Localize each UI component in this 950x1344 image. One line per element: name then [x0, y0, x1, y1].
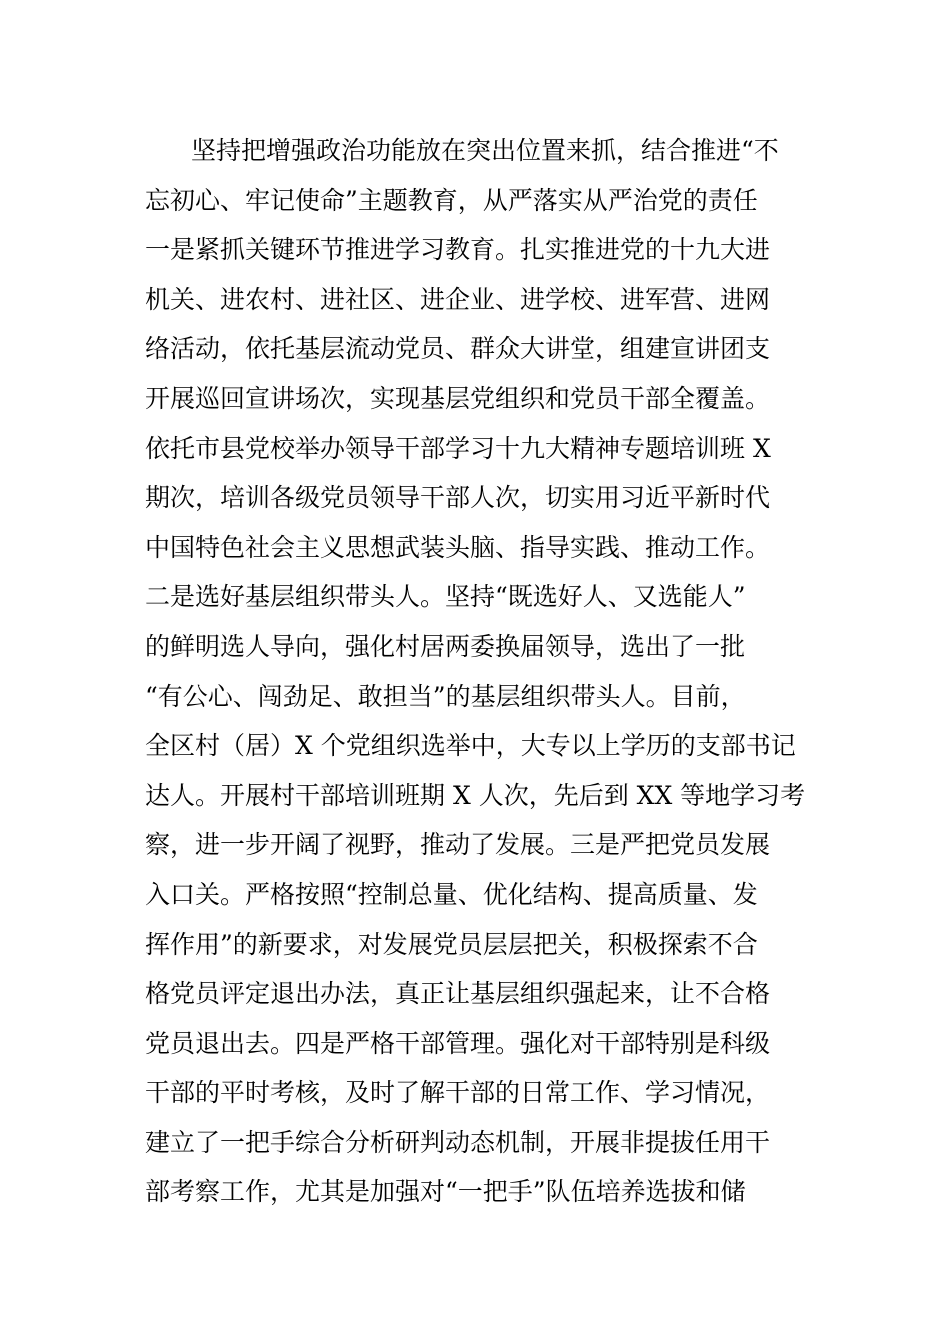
- text-line-4: 机关、进农村、进社区、进企业、进学校、进军营、进网: [145, 284, 771, 314]
- text-line-16: 入口关。严格按照“控制总量、优化结构、提高质量、发: [145, 879, 758, 909]
- text-line-7: 依托市县党校举办领导干部学习十九大精神专题培训班 X: [145, 433, 771, 463]
- text-line-10: 二是选好基层组织带头人。坚持“既选好人、又选能人”: [145, 582, 746, 612]
- text-line-3: 一是紧抓关键环节推进学习教育。扎实推进党的十九大进: [145, 235, 771, 265]
- text-line-8: 期次，培训各级党员领导干部人次，切实用习近平新时代: [145, 483, 771, 513]
- text-line-14: 达人。开展村干部培训班期 X 人次，先后到 XX 等地学习考: [145, 780, 806, 810]
- text-line-12: “有公心、闯劲足、敢担当”的基层组织带头人。目前，: [145, 681, 746, 711]
- text-line-1: 坚持把增强政治功能放在突出位置来抓，结合推进“不: [191, 136, 779, 165]
- body-text: [145, 126, 810, 1217]
- text-line-17: 挥作用”的新要求，对发展党员层层把关，积极探索不合: [145, 929, 758, 959]
- text-line-11: 的鲜明选人导向，强化村居两委换届领导，选出了一批: [145, 631, 746, 661]
- text-line-20: 干部的平时考核，及时了解干部的日常工作、学习情况，: [145, 1078, 771, 1108]
- text-line-22: 部考察工作，尤其是加强对“一把手”队伍培养选拔和储: [145, 1177, 746, 1207]
- text-line-6: 开展巡回宣讲场次，实现基层党组织和党员干部全覆盖。: [145, 383, 771, 413]
- text-line-13: 全区村（居）X 个党组织选举中，大专以上学历的支部书记: [145, 731, 796, 761]
- text-line-2: 忘初心、牢记使命”主题教育，从严落实从严治党的责任: [145, 185, 758, 215]
- text-line-18: 格党员评定退出办法，真正让基层组织强起来，让不合格: [145, 979, 771, 1009]
- text-line-21: 建立了一把手综合分析研判动态机制，开展非提拔任用干: [145, 1127, 771, 1157]
- text-line-9: 中国特色社会主义思想武装头脑、指导实践、推动工作。: [145, 532, 771, 562]
- text-line-19: 党员退出去。四是严格干部管理。强化对干部特别是科级: [145, 1028, 771, 1058]
- text-line-5: 络活动，依托基层流动党员、群众大讲堂，组建宣讲团支: [145, 334, 771, 364]
- text-line-15: 察，进一步开阔了视野，推动了发展。三是严把党员发展: [145, 830, 771, 860]
